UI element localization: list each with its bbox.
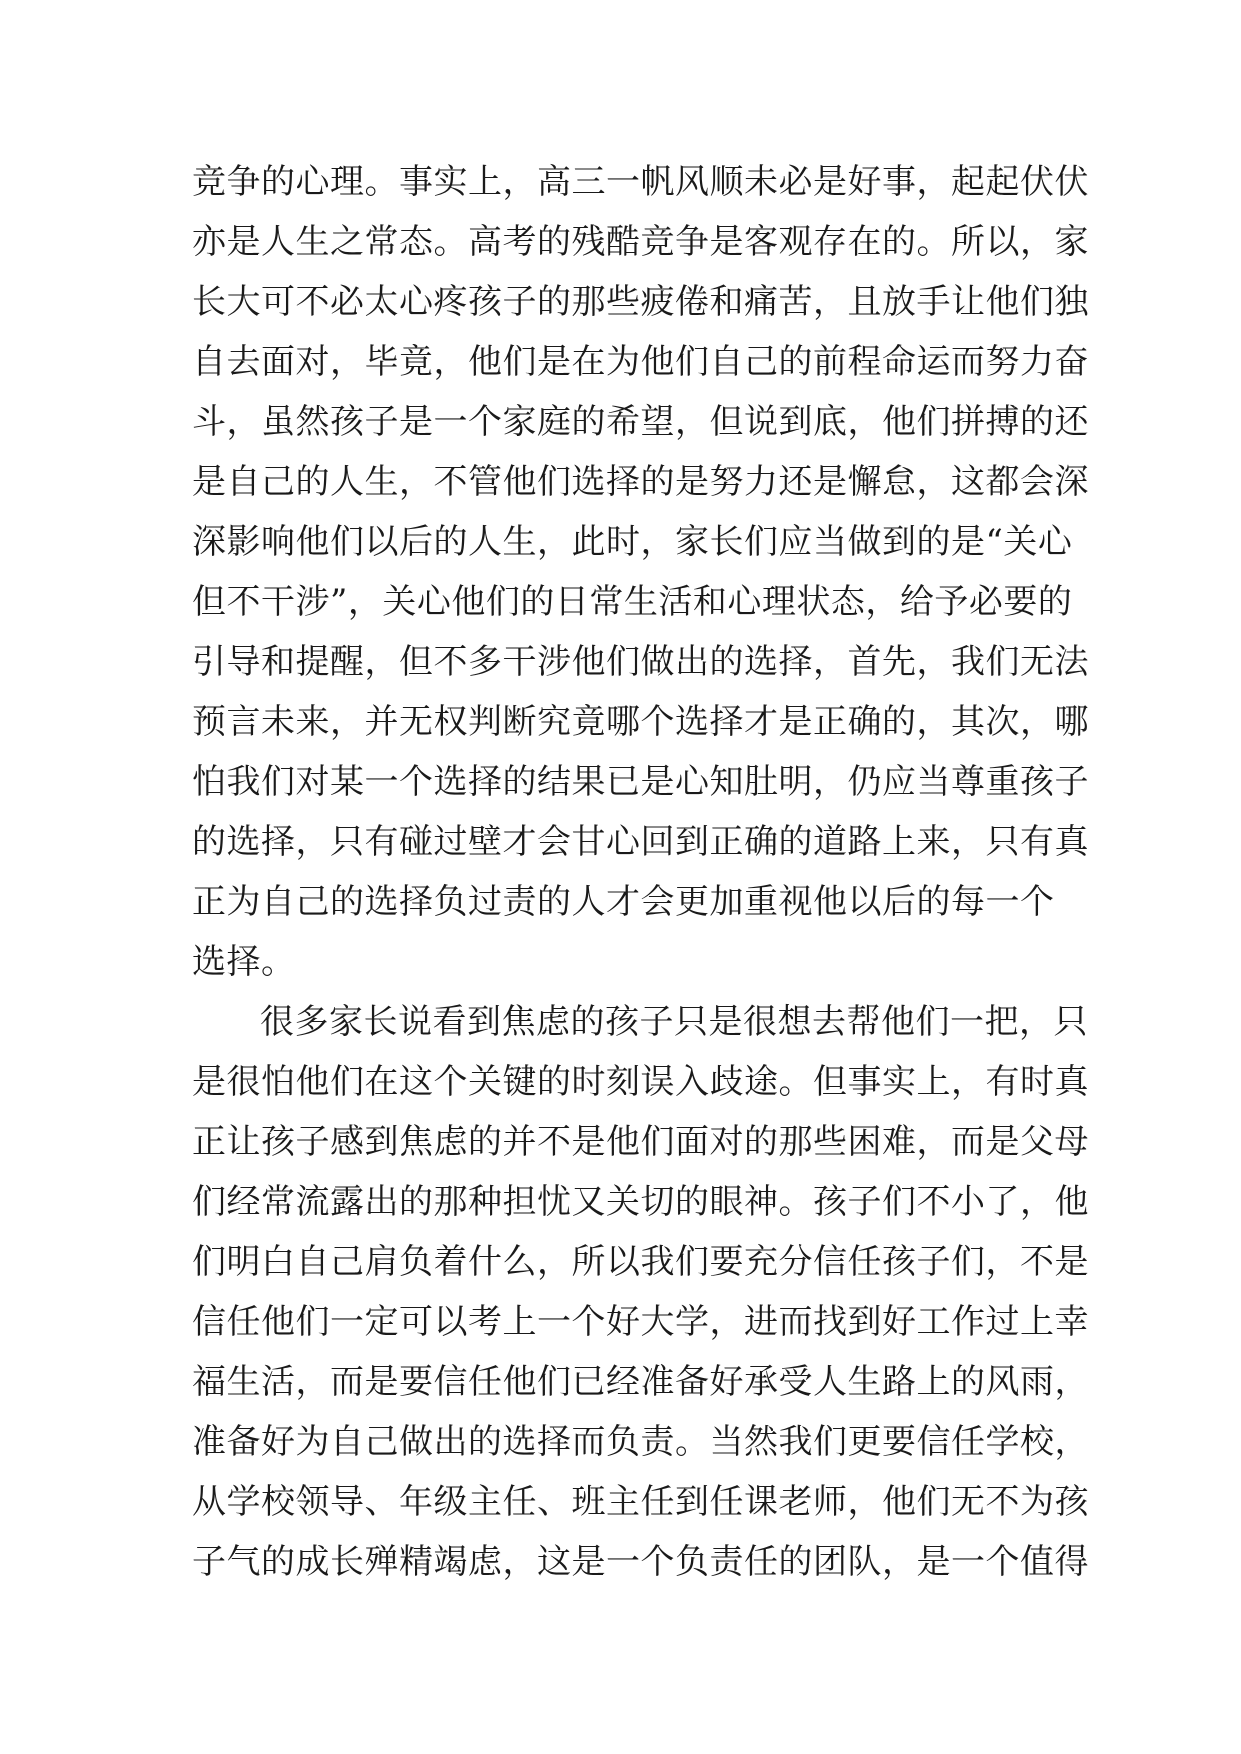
text-line: 亦是人生之常态。高考的残酷竞争是客观存在的。所以，家 xyxy=(192,222,1089,262)
text-line: 竞争的心理。事实上，高三一帆风顺未必是好事，起起伏伏 xyxy=(192,162,1089,202)
text-line: 的选择，只有碰过壁才会甘心回到正确的道路上来，只有真 xyxy=(192,822,1089,862)
text-line: 怕我们对某一个选择的结果已是心知肚明，仍应当尊重孩子 xyxy=(192,762,1089,802)
text-line: 但不干涉”，关心他们的日常生活和心理状态，给予必要的 xyxy=(192,582,1073,622)
text-line: 自去面对，毕竟，他们是在为他们自己的前程命运而努力奋 xyxy=(192,342,1089,382)
body-text xyxy=(192,152,1089,1592)
text-line: 正为自己的选择负过责的人才会更加重视他以后的每一个 xyxy=(192,882,1055,922)
text-line: 长大可不必太心疼孩子的那些疲倦和痛苦，且放手让他们独 xyxy=(192,282,1089,322)
text-line: 们明白自己肩负着什么，所以我们要充分信任孩子们，不是 xyxy=(192,1242,1089,1282)
text-line: 斗，虽然孩子是一个家庭的希望，但说到底，他们拼搏的还 xyxy=(192,402,1089,442)
text-line: 子气的成长殚精竭虑，这是一个负责任的团队，是一个值得 xyxy=(192,1542,1089,1582)
paragraph-1 xyxy=(192,152,1089,992)
text-line: 从学校领导、年级主任、班主任到任课老师，他们无不为孩 xyxy=(192,1482,1089,1522)
text-line: 预言未来，并无权判断究竟哪个选择才是正确的，其次，哪 xyxy=(192,702,1089,742)
text-line: 是自己的人生，不管他们选择的是努力还是懈怠，这都会深 xyxy=(192,462,1089,502)
text-line-indented: 很多家长说看到焦虑的孩子只是很想去帮他们一把，只 xyxy=(260,1002,1088,1042)
text-line: 引导和提醒，但不多干涉他们做出的选择，首先，我们无法 xyxy=(192,642,1089,682)
text-line: 们经常流露出的那种担忧又关切的眼神。孩子们不小了，他 xyxy=(192,1182,1089,1222)
text-line: 是很怕他们在这个关键的时刻误入歧途。但事实上，有时真 xyxy=(192,1062,1089,1102)
text-line: 深影响他们以后的人生，此时，家长们应当做到的是“关心 xyxy=(192,522,1073,562)
text-line: 准备好为自己做出的选择而负责。当然我们更要信任学校， xyxy=(192,1422,1089,1462)
text-line: 福生活，而是要信任他们已经准备好承受人生路上的风雨， xyxy=(192,1362,1089,1402)
text-line-last: 选择。 xyxy=(192,942,296,982)
text-line: 正让孩子感到焦虑的并不是他们面对的那些困难，而是父母 xyxy=(192,1122,1089,1162)
paragraph-2 xyxy=(192,992,1089,1592)
text-line: 信任他们一定可以考上一个好大学，进而找到好工作过上幸 xyxy=(192,1302,1089,1342)
